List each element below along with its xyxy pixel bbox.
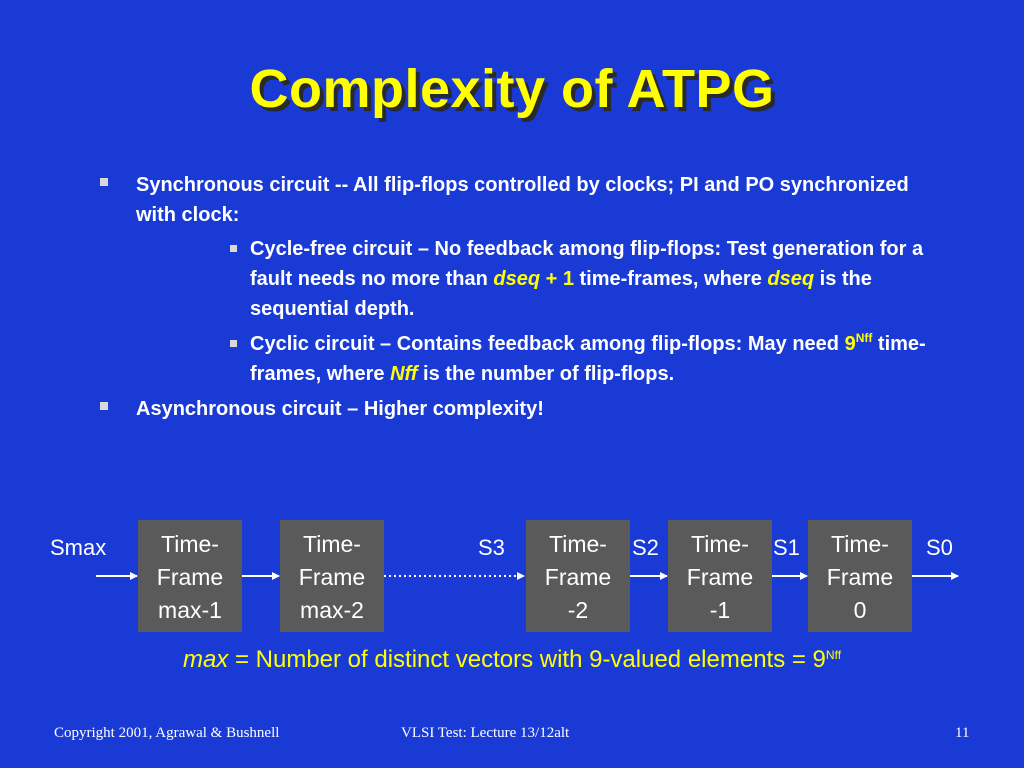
nine-base: 9 xyxy=(844,333,856,355)
max-definition-text: = Number of distinct vectors with 9-valued elements = 9 xyxy=(228,646,826,673)
frame-label-line: Time- xyxy=(831,531,889,557)
signal-s3: S3 xyxy=(478,535,505,560)
frame-label-line: -2 xyxy=(567,597,589,623)
signal-s0: S0 xyxy=(926,535,953,560)
footer-copyright: Copyright 2001, Agrawal & Bushnell xyxy=(54,725,280,741)
frame-label-line: Time- xyxy=(161,531,219,557)
frame-label-line: Frame xyxy=(298,564,366,590)
frame-label-line: Time- xyxy=(549,531,607,557)
frame-label-line: -1 xyxy=(709,597,731,623)
nff-term: Nff xyxy=(390,363,418,385)
smax-label: Smax xyxy=(50,535,107,560)
frame-label-line: Frame xyxy=(686,564,754,590)
max-definition xyxy=(0,646,1024,674)
footer-page-number: 11 xyxy=(955,725,970,741)
cycle-free-text-2: time-frames, where xyxy=(573,268,768,290)
dseq-term-2: dseq xyxy=(767,268,815,290)
slide-title: Complexity of ATPG xyxy=(249,59,775,119)
cycle-free-text-1: Cycle-free circuit – No feedback among flip-flops: Test generation for a fault needs no more than xyxy=(250,238,924,290)
plus-one-term: + 1 xyxy=(540,268,574,290)
frame-label-line: Time- xyxy=(691,531,749,557)
frame-label-line: Frame xyxy=(544,564,612,590)
frame-label-line: Frame xyxy=(156,564,224,590)
frame-label-line: Time- xyxy=(303,531,361,557)
signal-s2: S2 xyxy=(632,535,659,560)
footer-course: VLSI Test: Lecture 13/12alt xyxy=(401,725,570,741)
cyclic-text-3: is the number of flip-flops. xyxy=(417,363,675,385)
bullet-synchronous-text: Synchronous circuit -- All flip-flops controlled by clocks; PI and PO synchronized with clock: xyxy=(136,174,909,226)
max-term: max xyxy=(182,646,229,673)
cyclic-text-2: time-frames, where xyxy=(250,333,926,385)
frame-label-line: Frame xyxy=(826,564,894,590)
frame-label-line: max-2 xyxy=(300,597,364,623)
bullet-asynchronous-text: Asynchronous circuit – Higher complexity! xyxy=(136,398,544,420)
dseq-term: dseq xyxy=(493,268,541,290)
dotted-arrowhead xyxy=(517,572,525,580)
nff-exponent: Nff xyxy=(855,331,873,345)
frame-label-line: 0 xyxy=(853,597,867,623)
cyclic-text-1: Cyclic circuit – Contains feedback among flip-flops: May need xyxy=(250,333,845,355)
max-exponent: Nff xyxy=(825,648,842,662)
frame-label-line: max-1 xyxy=(158,597,222,623)
cycle-free-text-3: is the sequential depth. xyxy=(250,268,872,320)
signal-s1: S1 xyxy=(773,535,800,560)
